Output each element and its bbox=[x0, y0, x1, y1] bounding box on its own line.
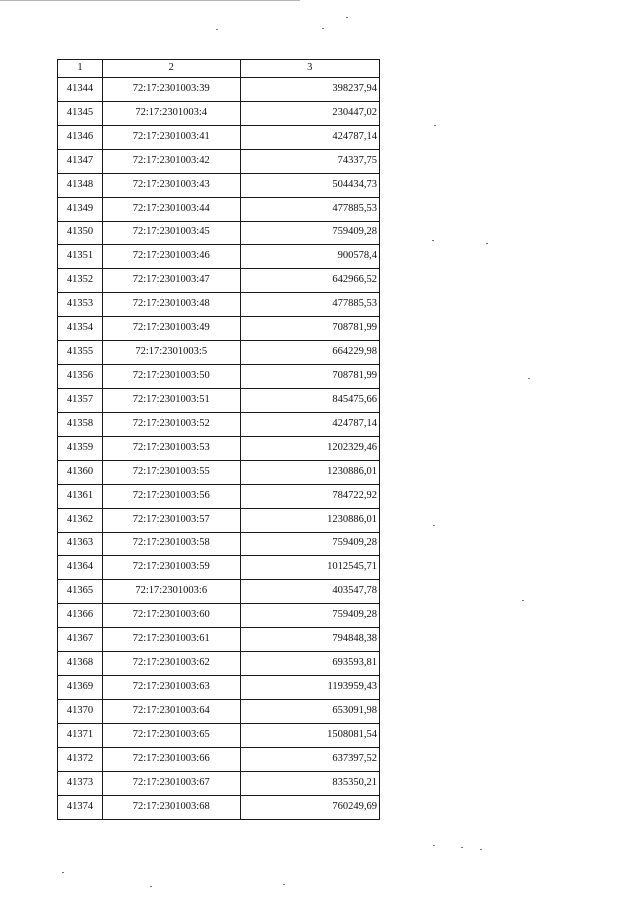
scan-speck bbox=[486, 243, 488, 244]
cadastral-value: 74337,75 bbox=[240, 149, 379, 173]
table-row bbox=[58, 532, 380, 556]
scan-speck bbox=[216, 29, 218, 30]
table-row bbox=[58, 125, 380, 149]
row-number: 41363 bbox=[58, 532, 103, 556]
row-number: 41350 bbox=[58, 221, 103, 245]
table-row bbox=[58, 78, 380, 102]
scan-speck bbox=[480, 849, 482, 850]
scan-speck bbox=[346, 17, 348, 18]
table-row bbox=[58, 101, 380, 125]
cadastral-number: 72:17:2301003:42 bbox=[102, 149, 240, 173]
table-row bbox=[58, 771, 380, 795]
table-row bbox=[58, 676, 380, 700]
cadastral-number: 72:17:2301003:64 bbox=[102, 699, 240, 723]
table-row bbox=[58, 580, 380, 604]
row-number: 41347 bbox=[58, 149, 103, 173]
row-number: 41367 bbox=[58, 628, 103, 652]
table-row bbox=[58, 365, 380, 389]
cadastral-number: 72:17:2301003:63 bbox=[102, 676, 240, 700]
cadastral-value: 403547,78 bbox=[240, 580, 379, 604]
table-row bbox=[58, 556, 380, 580]
row-number: 41354 bbox=[58, 317, 103, 341]
column-header-3: 3 bbox=[240, 60, 379, 78]
cadastral-value: 477885,53 bbox=[240, 293, 379, 317]
row-number: 41372 bbox=[58, 747, 103, 771]
row-number: 41373 bbox=[58, 771, 103, 795]
scan-speck bbox=[461, 847, 463, 848]
row-number: 41366 bbox=[58, 604, 103, 628]
cadastral-number: 72:17:2301003:59 bbox=[102, 556, 240, 580]
cadastral-value: 1012545,71 bbox=[240, 556, 379, 580]
table-row bbox=[58, 508, 380, 532]
cadastral-number: 72:17:2301003:61 bbox=[102, 628, 240, 652]
table-row bbox=[58, 197, 380, 221]
cadastral-number: 72:17:2301003:49 bbox=[102, 317, 240, 341]
cadastral-value: 708781,99 bbox=[240, 317, 379, 341]
cadastral-value: 398237,94 bbox=[240, 78, 379, 102]
row-number: 41374 bbox=[58, 795, 103, 819]
cadastral-value: 759409,28 bbox=[240, 221, 379, 245]
cadastral-value: 477885,53 bbox=[240, 197, 379, 221]
cadastral-number: 72:17:2301003:51 bbox=[102, 388, 240, 412]
cadastral-number: 72:17:2301003:45 bbox=[102, 221, 240, 245]
row-number: 41370 bbox=[58, 699, 103, 723]
cadastral-value: 784722,92 bbox=[240, 484, 379, 508]
cadastral-number: 72:17:2301003:56 bbox=[102, 484, 240, 508]
cadastral-number: 72:17:2301003:47 bbox=[102, 269, 240, 293]
table-row bbox=[58, 604, 380, 628]
table-row bbox=[58, 699, 380, 723]
cadastral-number: 72:17:2301003:46 bbox=[102, 245, 240, 269]
scan-speck bbox=[434, 125, 436, 126]
table-body bbox=[58, 78, 380, 820]
cadastral-value: 424787,14 bbox=[240, 125, 379, 149]
table-row bbox=[58, 149, 380, 173]
cadastral-value: 835350,21 bbox=[240, 771, 379, 795]
cadastral-value: 760249,69 bbox=[240, 795, 379, 819]
row-number: 41344 bbox=[58, 78, 103, 102]
cadastral-value: 1230886,01 bbox=[240, 460, 379, 484]
table-row bbox=[58, 388, 380, 412]
cadastral-number: 72:17:2301003:4 bbox=[102, 101, 240, 125]
scan-speck bbox=[528, 378, 530, 379]
row-number: 41348 bbox=[58, 173, 103, 197]
cadastral-value: 637397,52 bbox=[240, 747, 379, 771]
scan-speck bbox=[150, 886, 152, 887]
cadastral-number: 72:17:2301003:41 bbox=[102, 125, 240, 149]
scan-speck bbox=[432, 240, 434, 241]
cadastral-number: 72:17:2301003:57 bbox=[102, 508, 240, 532]
cadastral-value: 759409,28 bbox=[240, 604, 379, 628]
row-number: 41371 bbox=[58, 723, 103, 747]
row-number: 41360 bbox=[58, 460, 103, 484]
row-number: 41362 bbox=[58, 508, 103, 532]
cadastral-value: 845475,66 bbox=[240, 388, 379, 412]
cadastral-number: 72:17:2301003:67 bbox=[102, 771, 240, 795]
table-row bbox=[58, 460, 380, 484]
scan-speck bbox=[433, 845, 435, 846]
scan-speck bbox=[62, 872, 64, 873]
cadastral-number: 72:17:2301003:5 bbox=[102, 341, 240, 365]
cadastral-number: 72:17:2301003:39 bbox=[102, 78, 240, 102]
row-number: 41365 bbox=[58, 580, 103, 604]
row-number: 41369 bbox=[58, 676, 103, 700]
scan-speck bbox=[283, 884, 285, 885]
row-number: 41358 bbox=[58, 412, 103, 436]
row-number: 41357 bbox=[58, 388, 103, 412]
cadastral-value: 708781,99 bbox=[240, 365, 379, 389]
row-number: 41353 bbox=[58, 293, 103, 317]
cadastral-value: 424787,14 bbox=[240, 412, 379, 436]
scan-speck bbox=[322, 28, 324, 29]
cadastral-value-table bbox=[57, 59, 380, 820]
scan-speck bbox=[433, 525, 435, 526]
table-row bbox=[58, 293, 380, 317]
table-row bbox=[58, 412, 380, 436]
table-row bbox=[58, 747, 380, 771]
cadastral-number: 72:17:2301003:68 bbox=[102, 795, 240, 819]
cadastral-number: 72:17:2301003:66 bbox=[102, 747, 240, 771]
cadastral-number: 72:17:2301003:44 bbox=[102, 197, 240, 221]
cadastral-number: 72:17:2301003:58 bbox=[102, 532, 240, 556]
column-header-1: 1 bbox=[58, 60, 103, 78]
cadastral-number: 72:17:2301003:65 bbox=[102, 723, 240, 747]
cadastral-number: 72:17:2301003:6 bbox=[102, 580, 240, 604]
row-number: 41349 bbox=[58, 197, 103, 221]
table-row bbox=[58, 269, 380, 293]
cadastral-value: 900578,4 bbox=[240, 245, 379, 269]
row-number: 41355 bbox=[58, 341, 103, 365]
cadastral-value: 693593,81 bbox=[240, 652, 379, 676]
row-number: 41352 bbox=[58, 269, 103, 293]
row-number: 41346 bbox=[58, 125, 103, 149]
table-row bbox=[58, 484, 380, 508]
table-row bbox=[58, 628, 380, 652]
row-number: 41356 bbox=[58, 365, 103, 389]
row-number: 41368 bbox=[58, 652, 103, 676]
cadastral-number: 72:17:2301003:43 bbox=[102, 173, 240, 197]
cadastral-number: 72:17:2301003:62 bbox=[102, 652, 240, 676]
cadastral-number: 72:17:2301003:50 bbox=[102, 365, 240, 389]
cadastral-value: 1193959,43 bbox=[240, 676, 379, 700]
cadastral-value: 1230886,01 bbox=[240, 508, 379, 532]
table-header bbox=[58, 60, 380, 78]
header-row bbox=[58, 60, 380, 78]
table-row bbox=[58, 173, 380, 197]
cadastral-value: 653091,98 bbox=[240, 699, 379, 723]
table-row bbox=[58, 723, 380, 747]
column-header-2: 2 bbox=[102, 60, 240, 78]
cadastral-value: 759409,28 bbox=[240, 532, 379, 556]
table-row bbox=[58, 795, 380, 819]
cadastral-value: 664229,98 bbox=[240, 341, 379, 365]
table-row bbox=[58, 341, 380, 365]
table-row bbox=[58, 652, 380, 676]
cadastral-value: 642966,52 bbox=[240, 269, 379, 293]
cadastral-value: 1508081,54 bbox=[240, 723, 379, 747]
row-number: 41359 bbox=[58, 436, 103, 460]
table-row bbox=[58, 221, 380, 245]
row-number: 41364 bbox=[58, 556, 103, 580]
cadastral-value: 504434,73 bbox=[240, 173, 379, 197]
table-row bbox=[58, 317, 380, 341]
scan-speck bbox=[522, 600, 524, 601]
cadastral-number: 72:17:2301003:55 bbox=[102, 460, 240, 484]
cadastral-number: 72:17:2301003:53 bbox=[102, 436, 240, 460]
cadastral-value: 1202329,46 bbox=[240, 436, 379, 460]
row-number: 41361 bbox=[58, 484, 103, 508]
cadastral-number: 72:17:2301003:52 bbox=[102, 412, 240, 436]
scan-top-rule bbox=[0, 0, 300, 1]
table-row bbox=[58, 245, 380, 269]
row-number: 41351 bbox=[58, 245, 103, 269]
table-row bbox=[58, 436, 380, 460]
row-number: 41345 bbox=[58, 101, 103, 125]
cadastral-value: 230447,02 bbox=[240, 101, 379, 125]
cadastral-value: 794848,38 bbox=[240, 628, 379, 652]
cadastral-number: 72:17:2301003:60 bbox=[102, 604, 240, 628]
cadastral-number: 72:17:2301003:48 bbox=[102, 293, 240, 317]
